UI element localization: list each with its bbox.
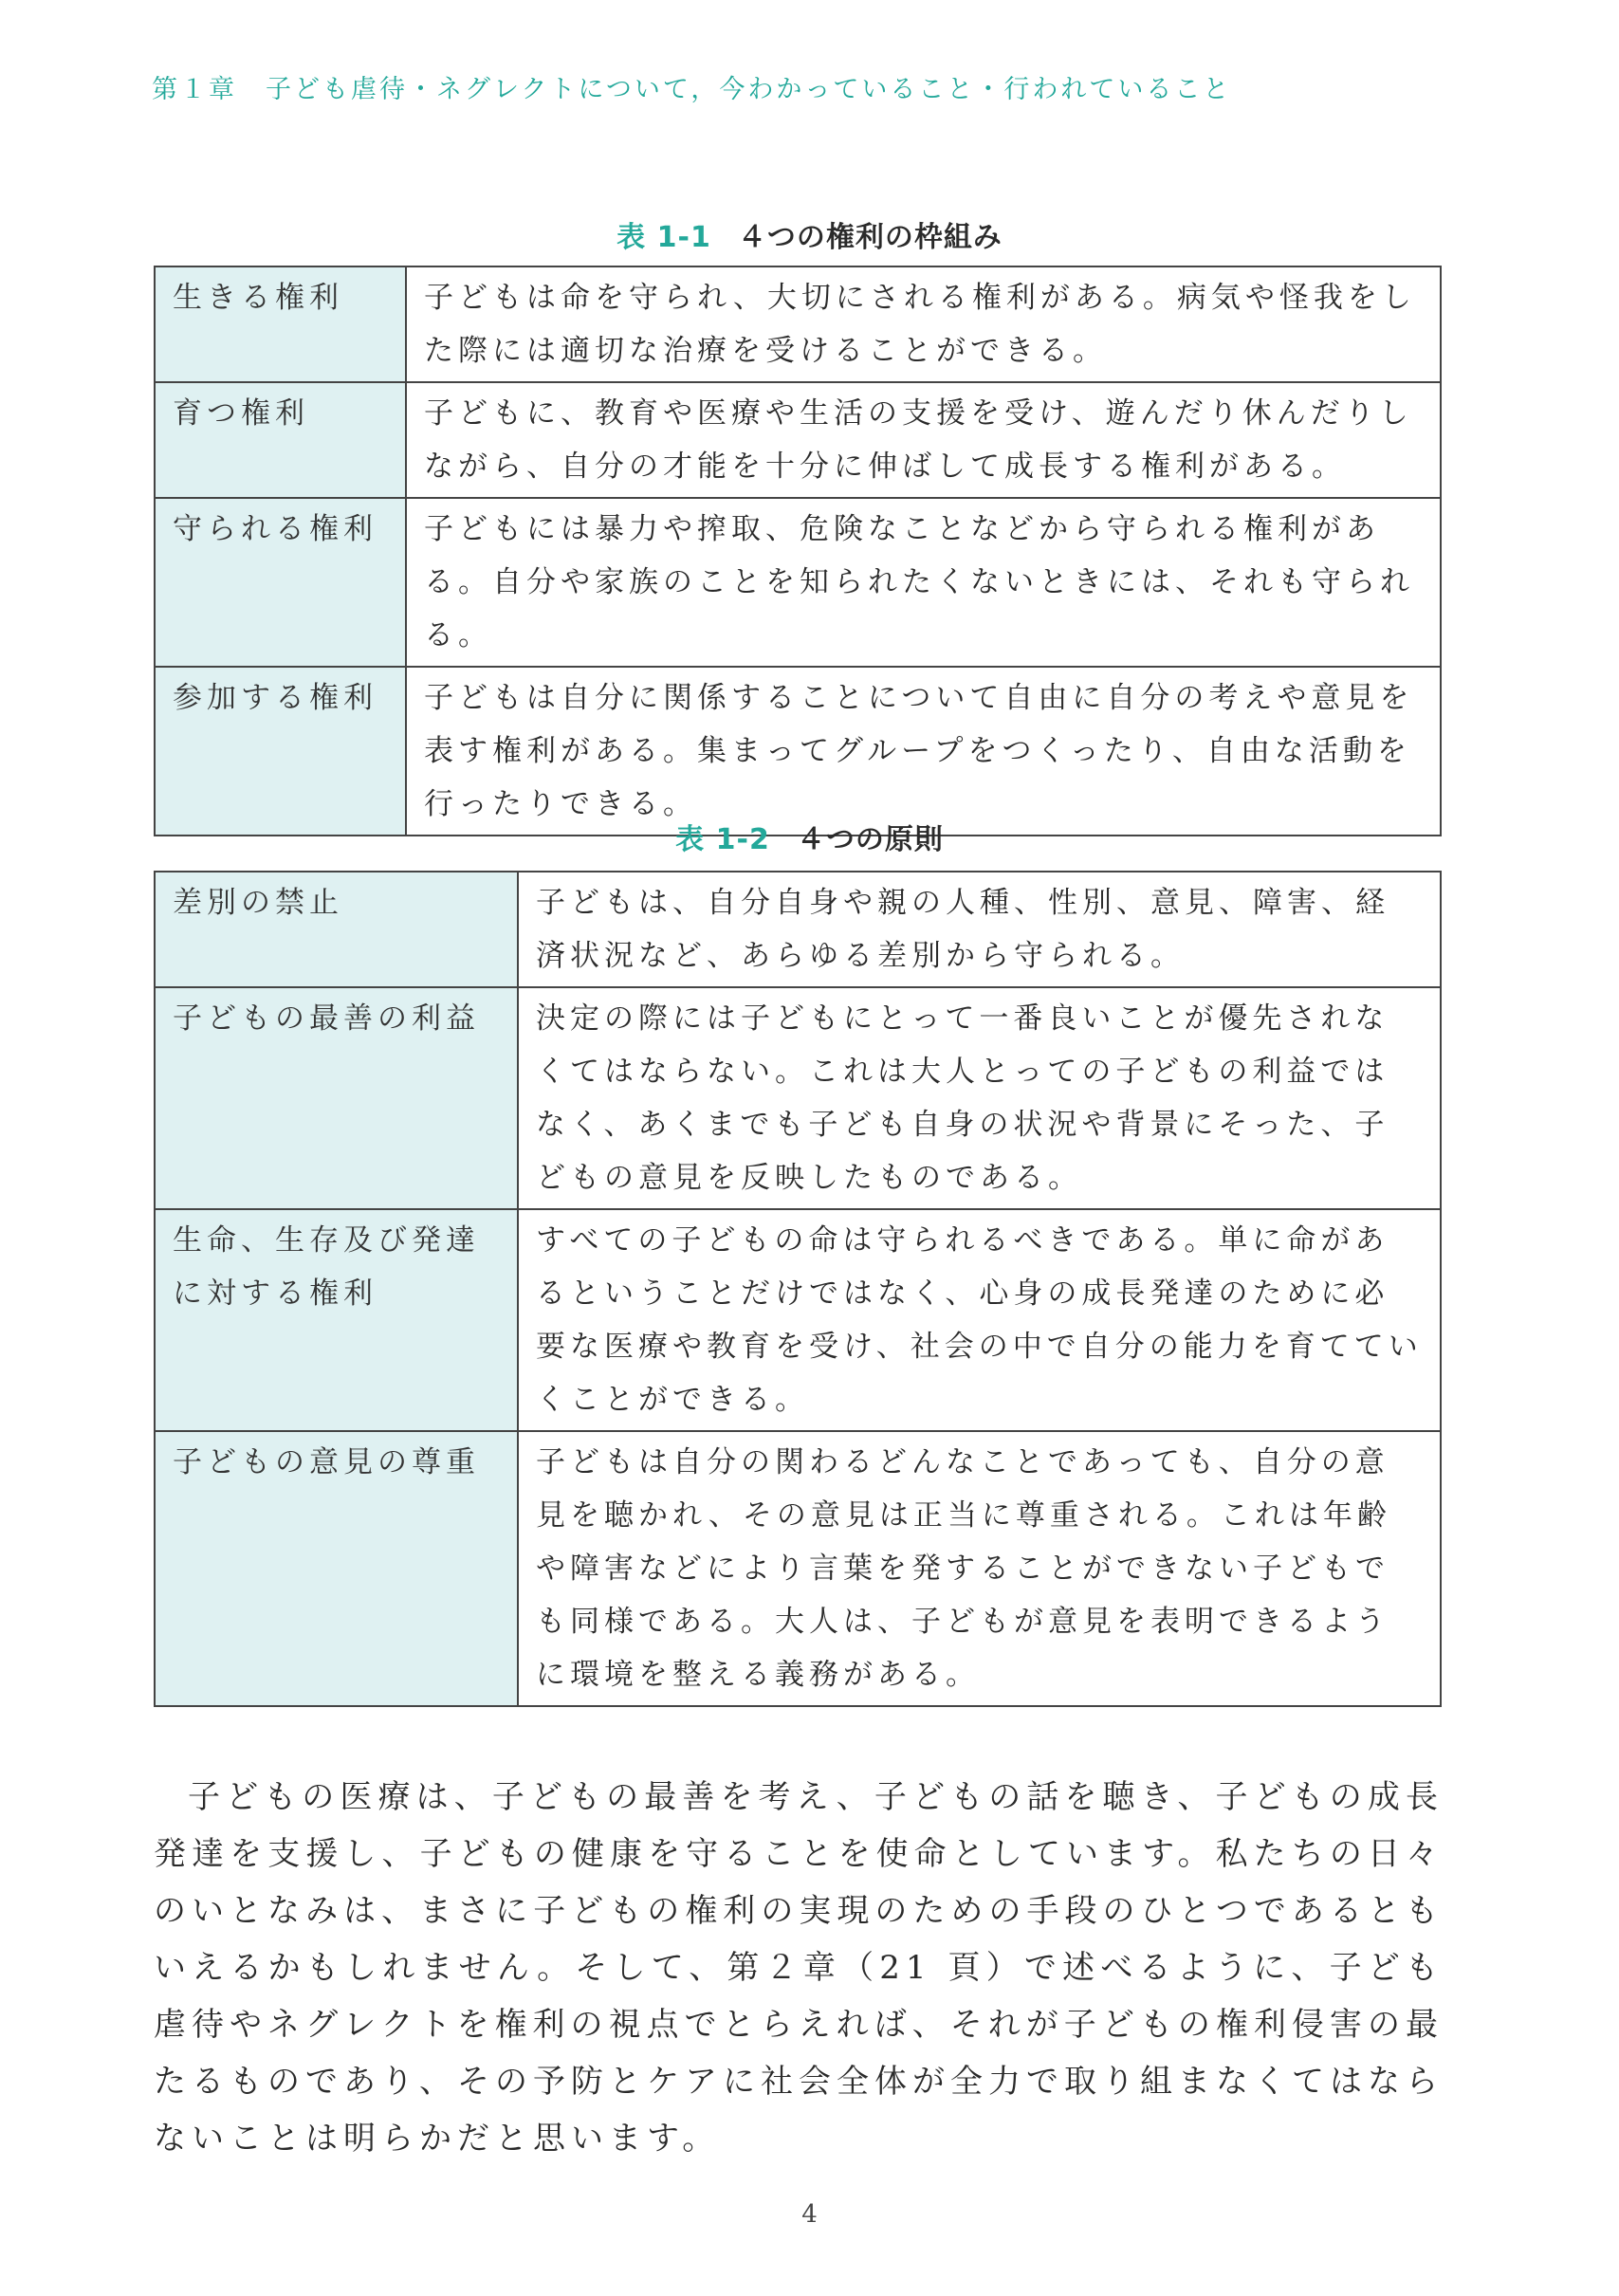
table-row (155, 1431, 1441, 1706)
table-row (155, 382, 1441, 498)
four-principles-table (154, 871, 1442, 1707)
table-row (155, 266, 1441, 382)
table-row (155, 498, 1441, 667)
row-description: 決定の際には子どもにとって一番良いことが優先されなくてはならない。これは大人とっての子どもの利益ではなく、あくまでも子ども自身の状況や背景にそった、子どもの意見を反映したものである。 (518, 987, 1441, 1209)
table2-title: ４つの原則 (796, 823, 944, 856)
table2-number: 表 1-2 (675, 823, 770, 856)
table1-caption (0, 213, 1619, 255)
row-description: すべての子どもの命は守られるべきである。単に命があるということだけではなく、心身の成長発達のために必要な医療や教育を受け、社会の中で自分の能力を育てていくことができる。 (518, 1209, 1441, 1431)
page-number: 4 (801, 2200, 818, 2229)
row-label: 参加する権利 (155, 667, 406, 836)
rights-framework-table (154, 266, 1442, 836)
running-header: 第１章 子ども虐待・ネグレクトについて，今わかっていること・行われていること (152, 75, 1232, 104)
row-label: 育つ権利 (155, 382, 406, 498)
row-description: 子どもには暴力や搾取、危険なことなどから守られる権利がある。自分や家族のことを知られたくないときには、それも守られる。 (406, 498, 1441, 667)
row-label: 子どもの意見の尊重 (155, 1431, 518, 1706)
row-label: 差別の禁止 (155, 872, 518, 987)
table-row (155, 667, 1441, 836)
table1-number: 表 1-1 (616, 221, 711, 254)
table2-caption (0, 816, 1619, 857)
table-row (155, 987, 1441, 1209)
row-description: 子どもは、自分自身や親の人種、性別、意見、障害、経済状況など、あらゆる差別から守られる。 (518, 872, 1441, 987)
row-label: 生命、生存及び発達に対する権利 (155, 1209, 518, 1431)
row-description: 子どもは命を守られ、大切にされる権利がある。病気や怪我をした際には適切な治療を受けることができる。 (406, 266, 1441, 382)
row-label: 守られる権利 (155, 498, 406, 667)
row-description: 子どもは自分の関わるどんなことであっても、自分の意見を聴かれ、その意見は正当に尊重される。これは年齢や障害などにより言葉を発することができない子どもでも同様である。大人は、子どもが意見を表明できるように環境を整える義務がある。 (518, 1431, 1441, 1706)
row-description: 子どもは自分に関係することについて自由に自分の考えや意見を表す権利がある。集まってグループをつくったり、自由な活動を行ったりできる。 (406, 667, 1441, 836)
table1-title: ４つの権利の枠組み (737, 221, 1003, 254)
row-label: 生きる権利 (155, 266, 406, 382)
body-paragraph: 子どもの医療は、子どもの最善を考え、子どもの話を聴き、子どもの成長発達を支援し、子どもの健康を守ることを使命としています。私たちの日々のいとなみは、まさに子どもの権利の実現のための手段のひとつであるともいえるかもしれません。そして、第２章（21 頁）で述べるように、子ども虐待やネグレクトを権利の視点でとらえれば、それが子どもの権利侵害の最たるものであり、その予防とケアに社会全体が全力で取り組まなくてはならないことは明らかだと思います。 (154, 1778, 1444, 2158)
table-row (155, 872, 1441, 987)
row-description: 子どもに、教育や医療や生活の支援を受け、遊んだり休んだりしながら、自分の才能を十分に伸ばして成長する権利がある。 (406, 382, 1441, 498)
row-label: 子どもの最善の利益 (155, 987, 518, 1209)
table-row (155, 1209, 1441, 1431)
